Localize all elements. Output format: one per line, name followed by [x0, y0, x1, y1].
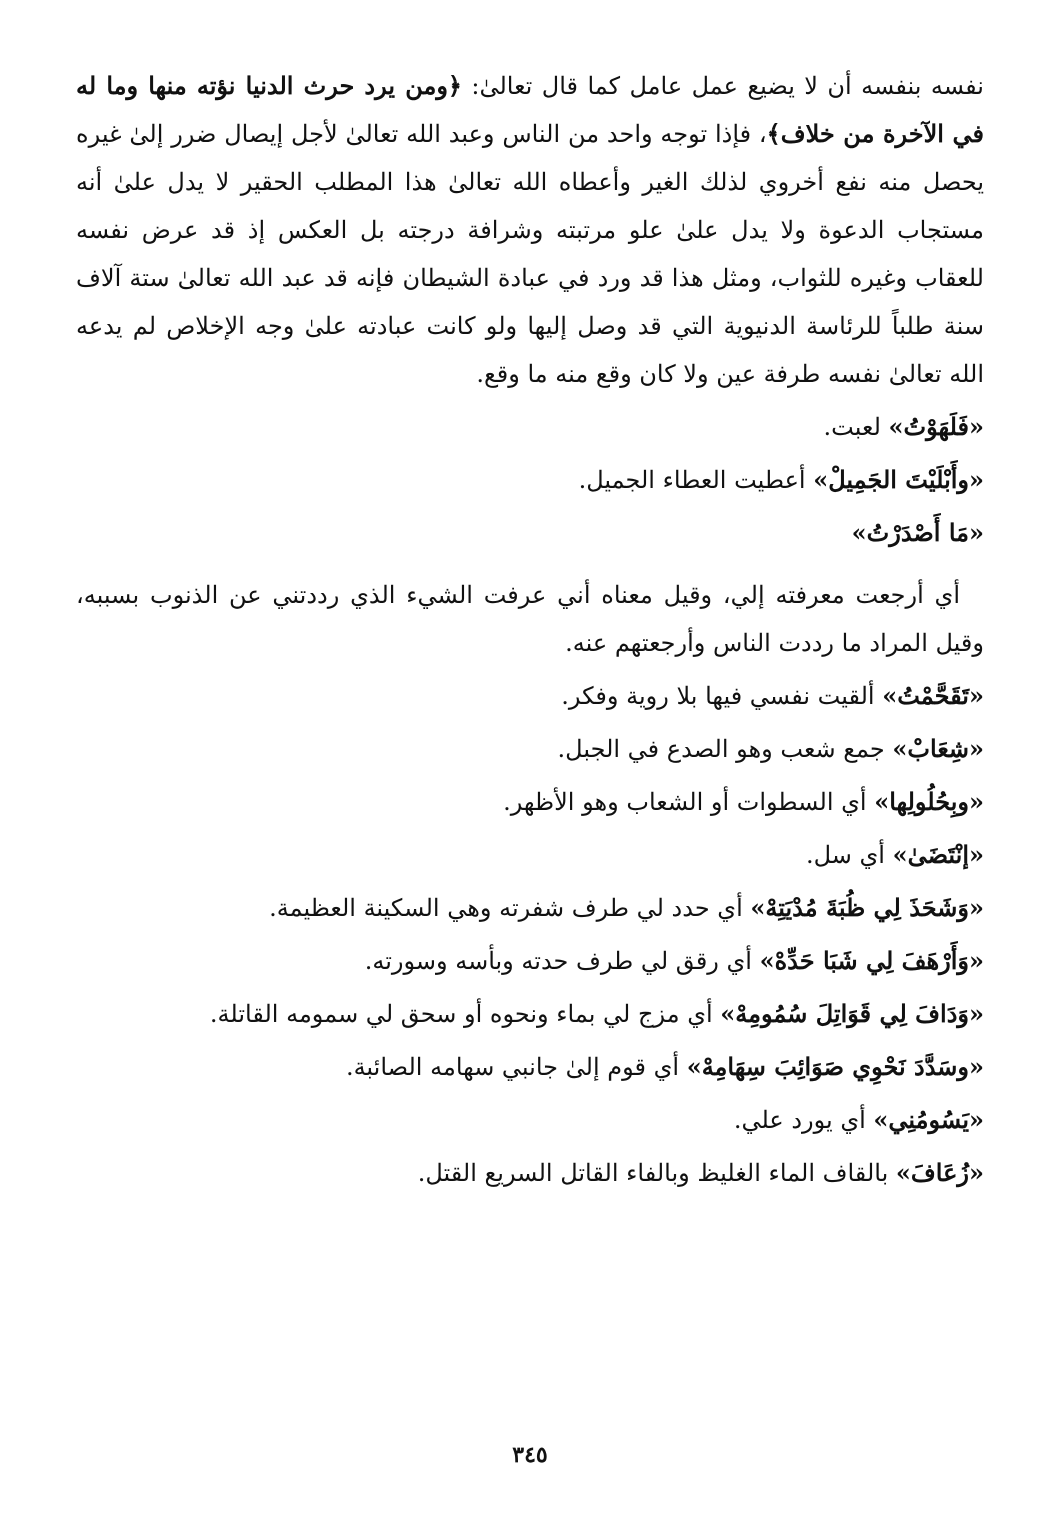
gloss-definition: بالقاف الماء الغليظ وبالفاء القاتل السريع القتل. [417, 1159, 896, 1187]
gloss-term: «وبِحُلُولِها» [874, 787, 984, 816]
paragraph-explanation: أي أرجعت معرفته إلي، وقيل معناه أني عرفت الشيء الذي رددتني عن الذنوب بسببه، وقيل المراد ما رددت الناس وأرجعتهم عنه. [76, 581, 984, 657]
paragraph-intro [76, 62, 984, 398]
gloss-term: «زُعَافَ» [895, 1158, 984, 1187]
gloss-definition: أي رقق لي طرف حدته وبأسه وسورته. [364, 947, 760, 975]
gloss-entry [76, 403, 984, 451]
paragraph-intro-text-b: ، فإذا توجه واحد من الناس وعبد الله تعالىٰ لأجل إيصال ضرر إلىٰ غيره يحصل منه نفع أخروي لذلك الغير وأعطاه الله تعالىٰ هذا المطلب الحقير لا يدل علىٰ أنه مستجاب الدعوة ولا يدل علىٰ علو مرتبته وشرافة درجته بل العكس إذ قد عرض نفسه للعقاب وغيره للثواب، ومثل هذا قد ورد في عبادة الشيطان فإنه قد عبد الله تعالىٰ ستة آلاف سنة طلباً للرئاسة الدنيوية التي قد وصل إليها ولو كانت عبادته علىٰ وجه الإخلاص لم يدعه الله تعالىٰ نفسه طرفة عين ولا كان وقع منه ما وقع. [76, 120, 984, 388]
gloss-term: «وَشَحَذَ لِي ظُبَةَ مُدْيَتِهْ» [750, 893, 984, 922]
gloss-term: «وَأَرْهَفَ لِي شَبَا حَدِّهْ» [759, 946, 984, 975]
gloss-entry [76, 1149, 984, 1197]
gloss-term: «إنْتَضَىٰ» [892, 840, 984, 869]
gloss-entry [76, 509, 984, 557]
gloss-definition: أي سل. [805, 841, 893, 869]
gloss-term: «وَدَافَ لِي قَوَاتِلَ سُمُومِهْ» [720, 999, 984, 1028]
gloss-entry [76, 884, 984, 932]
gloss-definition: أي قوم إلىٰ جانبي سهامه الصائبة. [345, 1053, 687, 1081]
gloss-term: «شِعَابْ» [892, 734, 984, 763]
gloss-entry [76, 672, 984, 720]
gloss-definition: لعبت. [823, 413, 889, 441]
gloss-definition: أي يورد علي. [733, 1106, 874, 1134]
page-number: ٣٤٥ [512, 1442, 548, 1468]
gloss-entry [76, 725, 984, 773]
gloss-entry [76, 990, 984, 1038]
gloss-definition: أي السطوات أو الشعاب وهو الأظهر. [503, 788, 875, 816]
gloss-entry [76, 831, 984, 879]
gloss-entry [76, 778, 984, 826]
gloss-definition: جمع شعب وهو الصدع في الجبل. [557, 735, 893, 763]
gloss-term: «وأَبْلَيْتَ الجَمِيلْ» [813, 465, 984, 494]
gloss-term: «مَا أَصْدَرْتُ» [851, 518, 984, 547]
gloss-definition: أي حدد لي طرف شفرته وهي السكينة العظيمة. [269, 894, 751, 922]
gloss-term: «يَسُومُنِي» [873, 1105, 984, 1134]
quran-quote: ﴿ومن يرد حرث الدنيا نؤته منها وما له في الآخرة من خلاف﴾ [76, 71, 984, 148]
gloss-entry [76, 1096, 984, 1144]
page-body [76, 62, 984, 1197]
gloss-term: «فَلَهَوْتُ» [888, 412, 984, 441]
gloss-definition: ألقيت نفسي فيها بلا روية وفكر. [561, 682, 883, 710]
paragraph-intro-text-a: نفسه بنفسه أن لا يضيع عمل عامل كما قال تعالىٰ: [461, 72, 984, 100]
gloss-entry [76, 937, 984, 985]
gloss-definition: أي مزج لي بماء ونحوه أو سحق لي سمومه القاتلة. [209, 1000, 721, 1028]
gloss-definition: أعطيت العطاء الجميل. [578, 466, 814, 494]
gloss-entry [76, 1043, 984, 1091]
gloss-entry [76, 456, 984, 504]
gloss-term: «تَقَحَّمْتُ» [882, 681, 984, 710]
gloss-term: «وسَدَّدَ نَحْوِي صَوَائِبَ سِهَامِهْ» [686, 1052, 984, 1081]
